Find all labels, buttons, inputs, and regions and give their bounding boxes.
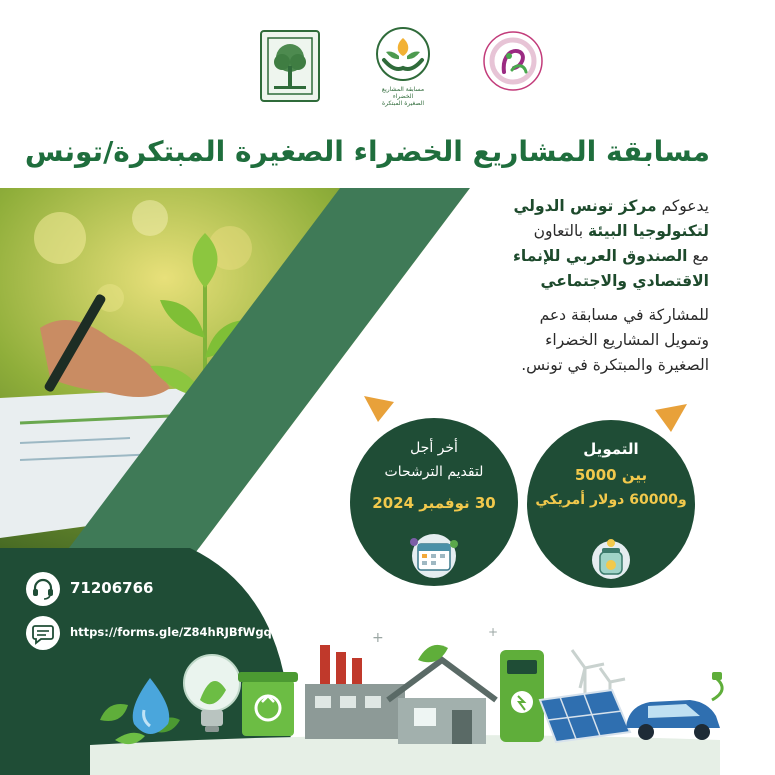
intro-line3-a: مع	[692, 247, 709, 265]
intro-line7: الصغيرة والمبتكرة في تونس.	[521, 356, 709, 374]
solar-panel-icon	[540, 690, 630, 742]
competition-logo-caption-1: مسابقة المشاريع الخضراء	[381, 86, 425, 100]
page-title: مسابقة المشاريع الخضراء الصغيرة المبتكرة/تونس	[24, 135, 710, 168]
lightbulb-icon	[184, 655, 240, 732]
competition-logo-caption-2: الصغيرة المبتكرة	[381, 100, 425, 107]
intro-line1-b: مركز تونس الدولي	[513, 197, 657, 215]
intro-line2-a: لتكنولوجيا البيئة	[588, 222, 709, 240]
recycle-bin-icon	[238, 672, 298, 736]
water-drop-icon	[133, 678, 169, 734]
svg-text:+: +	[372, 630, 384, 646]
intro-line1-a: يدعوكم	[661, 197, 709, 215]
deadline-date: 30 نوفمبر 2024	[372, 494, 496, 512]
funding-line2: و60000 دولار أمريكي	[535, 492, 687, 508]
intro-line6: وتمويل المشاريع الخضراء	[545, 331, 709, 349]
svg-text:+: +	[488, 625, 499, 639]
intro-line3-b: الصندوق العربي للإنماء	[512, 247, 688, 265]
deadline-line1: أخر أجل	[410, 440, 458, 456]
intro-line2-b: بالتعاون	[533, 222, 584, 240]
form-link[interactable]: https://forms.gle/Z84hRJBfWgq6fcWM9	[70, 625, 324, 639]
funding-line1: بين 5000	[574, 466, 648, 484]
ev-charger-icon	[500, 650, 544, 742]
phone-number[interactable]: 71206766	[70, 579, 154, 597]
intro-line5: للمشاركة في مسابقة دعم	[539, 306, 709, 324]
factory-icon	[305, 645, 405, 739]
intro-line4: الاقتصادي والاجتماعي	[540, 272, 709, 290]
deadline-line2: لتقديم الترشحات	[384, 464, 484, 480]
funding-heading: التمويل	[583, 440, 639, 458]
electric-car-icon	[626, 672, 722, 740]
